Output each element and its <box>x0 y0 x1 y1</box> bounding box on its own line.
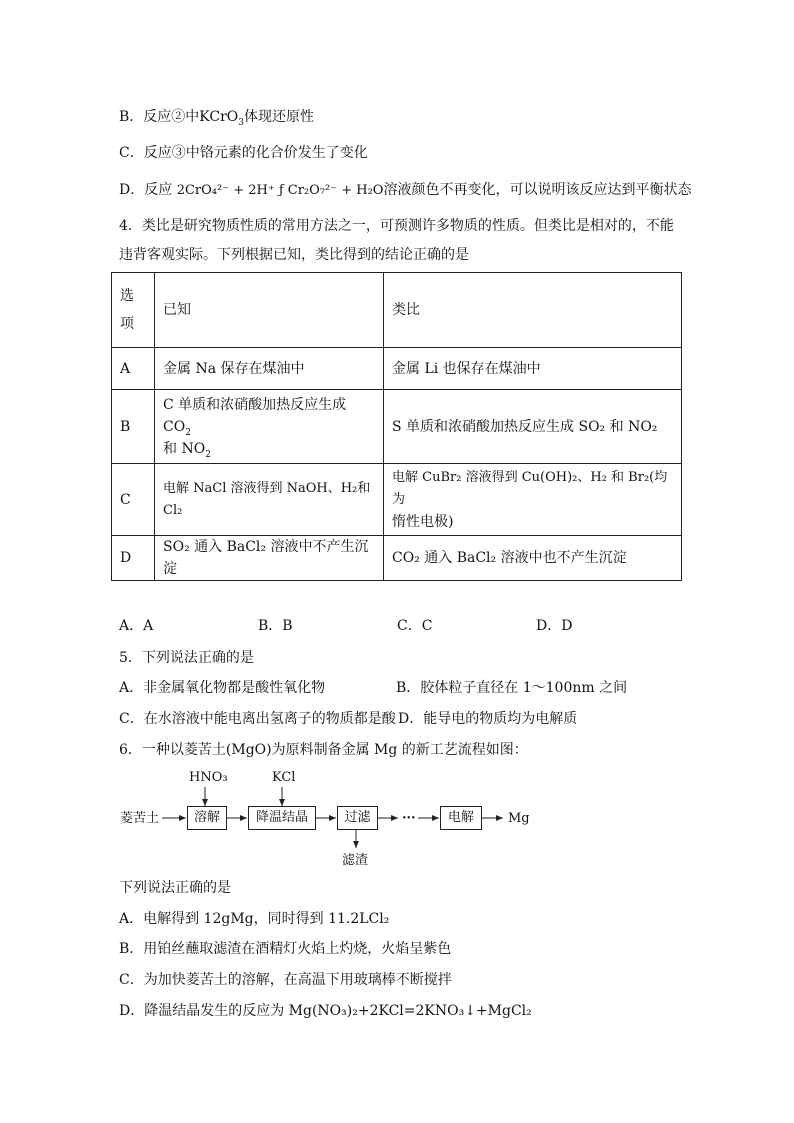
header-known: 已知 <box>155 273 384 348</box>
q3-option-b-formula: KCrO <box>199 109 239 125</box>
q4-answer-c: C．C <box>397 618 433 634</box>
q4-answer-b: B．B <box>258 618 293 634</box>
q3-option-d-prefix: D．反应 <box>119 182 177 198</box>
header-analogy: 类比 <box>384 273 682 348</box>
q4-answer-a: A．A <box>119 618 154 634</box>
row-b-option: B <box>112 390 155 464</box>
row-b-known-line1-text: C 单质和浓硝酸加热反应生成 CO <box>163 396 347 435</box>
row-d-option: D <box>112 536 155 581</box>
q5-stem: 5．下列说法正确的是 <box>119 650 254 666</box>
q5-option-b: B．胶体粒子直径在 1～100nm 之间 <box>396 680 628 696</box>
row-c-analogy-line1: 电解 CuBr₂ 溶液得到 Cu(OH)₂、H₂ 和 Br₂(均为 <box>392 469 668 507</box>
q6-option-b: B．用铂丝蘸取滤渣在酒精灯火焰上灼烧，火焰呈紫色 <box>119 941 452 957</box>
row-c-option: C <box>112 464 155 536</box>
row-a-option: A <box>112 348 155 390</box>
row-a-known: 金属 Na 保存在煤油中 <box>155 348 384 390</box>
row-c-known: 电解 NaCl 溶液得到 NaOH、H₂和 Cl₂ <box>155 464 384 536</box>
row-a-analogy: 金属 Li 也保存在煤油中 <box>384 348 682 390</box>
q4-stem-line1: 4．类比是研究物质性质的常用方法之一，可预测许多物质的性质。但类比是相对的，不能 <box>119 218 674 234</box>
row-d-known: SO₂ 通入 BaCl₂ 溶液中不产生沉淀 <box>155 536 384 581</box>
row-b-known-line2-text: 和 NO <box>163 440 206 457</box>
q4-stem-line2: 违背客观实际。下列根据已知，类比得到的结论正确的是 <box>119 247 469 263</box>
q3-option-b-suffix: 体现还原性 <box>244 109 314 125</box>
q6-option-a: A．电解得到 12gMg，同时得到 11.2LCl₂ <box>119 911 390 927</box>
row-b-known-line1-sub: 2 <box>185 427 191 438</box>
q3-option-c: C．反应③中铬元素的化合价发生了变化 <box>119 145 368 161</box>
flow-reagent-hno3: HNO₃ <box>189 770 228 785</box>
q3-option-b-formula-sub: 3 <box>238 117 244 128</box>
flow-input-label: 菱苦土 <box>120 811 160 826</box>
flow-ellipsis: ··· <box>402 811 416 826</box>
q5-option-c: C．在水溶液中能电离出氢离子的物质都是酸 <box>119 711 396 727</box>
q5-option-d: D．能导电的物质均为电解质 <box>398 711 578 727</box>
q6-stem: 6．一种以菱苦土(MgO)为原料制备金属 Mg 的新工艺流程如图： <box>119 742 528 758</box>
header-option-char1: 选 <box>120 288 134 304</box>
q3-option-d-equation: 2CrO₄²⁻ + 2H⁺ ƒ Cr₂O₇²⁻ + H₂O <box>176 183 384 198</box>
flow-reagent-kcl: KCl <box>272 770 296 785</box>
flow-residue-label: 滤渣 <box>342 853 369 868</box>
flow-step-electrolysis: 电解 <box>440 806 482 830</box>
flow-step-filter: 过滤 <box>337 806 378 830</box>
q5-option-a: A．非金属氧化物都是酸性氧化物 <box>119 680 326 696</box>
row-b-analogy: S 单质和浓硝酸加热反应生成 SO₂ 和 NO₂ <box>384 390 682 464</box>
q3-option-b-prefix: B．反应②中 <box>119 109 200 125</box>
row-b-known-line2-sub: 2 <box>205 449 211 460</box>
q6-option-c: C．为加快菱苦土的溶解，在高温下用玻璃棒不断搅拌 <box>119 972 452 988</box>
flow-product-mg: Mg <box>508 811 530 826</box>
header-option-char2: 项 <box>120 316 134 332</box>
flow-step-dissolve: 溶解 <box>187 806 227 830</box>
q4-answer-d: D．D <box>536 618 573 634</box>
q3-option-d-suffix: 溶液颜色不再变化，可以说明该反应达到平衡状态 <box>383 182 692 198</box>
row-d-analogy: CO₂ 通入 BaCl₂ 溶液中也不产生沉淀 <box>384 536 682 581</box>
q6-sub-stem: 下列说法正确的是 <box>119 880 231 896</box>
q6-option-d: D．降温结晶发生的反应为 Mg(NO₃)₂+2KCl=2KNO₃↓+MgCl₂ <box>119 1003 532 1019</box>
flow-step-cool-crystallize: 降温结晶 <box>248 806 316 830</box>
row-c-analogy-line2: 惰性电极) <box>392 513 454 530</box>
